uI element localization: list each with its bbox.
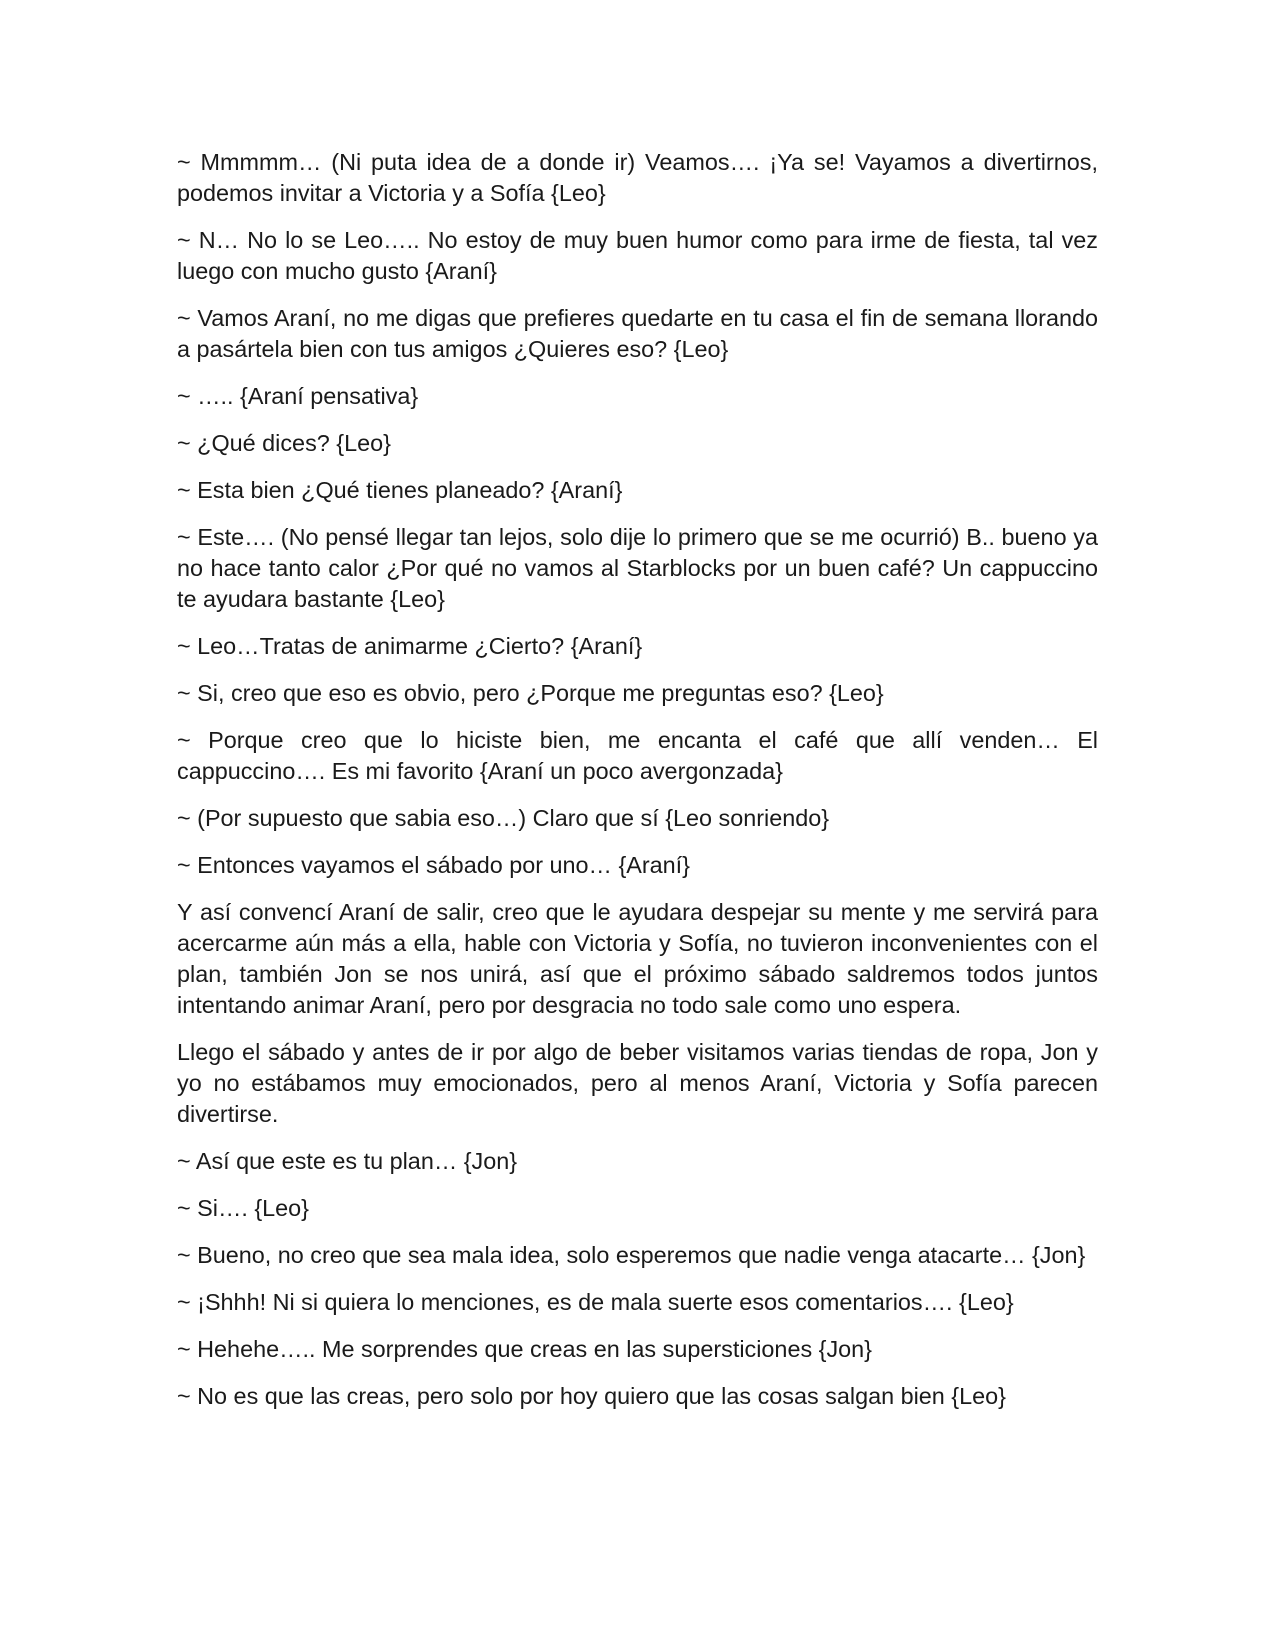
paragraph-14: Llego el sábado y antes de ir por algo de beber visitamos varias tiendas de ropa, Jon y yo no estábamos muy emocionados, pero al menos Araní, Victoria y Sofía parecen divertirse. xyxy=(177,1039,1098,1127)
document-page xyxy=(177,147,1098,1428)
paragraph-7: ~ Este…. (No pensé llegar tan lejos, solo dije lo primero que se me ocurrió) B.. bueno ya no hace tanto calor ¿Por qué no vamos al Starblocks por un buen café? Un cappuccino te ayudara bastante {Leo} xyxy=(177,524,1098,612)
paragraph-17: ~ Bueno, no creo que sea mala idea, solo esperemos que nadie venga atacarte… {Jon} xyxy=(177,1242,1086,1268)
paragraph-4: ~ ….. {Araní pensativa} xyxy=(177,383,419,409)
paragraph-12: ~ Entonces vayamos el sábado por uno… {Araní} xyxy=(177,852,690,878)
paragraph-6: ~ Esta bien ¿Qué tienes planeado? {Araní} xyxy=(177,477,623,503)
paragraph-11: ~ (Por supuesto que sabia eso…) Claro que sí {Leo sonriendo} xyxy=(177,805,830,831)
paragraph-5: ~ ¿Qué dices? {Leo} xyxy=(177,430,391,456)
paragraph-19: ~ Hehehe….. Me sorprendes que creas en las supersticiones {Jon} xyxy=(177,1336,872,1362)
paragraph-20: ~ No es que las creas, pero solo por hoy quiero que las cosas salgan bien {Leo} xyxy=(177,1383,1006,1409)
paragraph-1: ~ Mmmmm… (Ni puta idea de a donde ir) Veamos…. ¡Ya se! Vayamos a divertirnos, podemos invitar a Victoria y a Sofía {Leo} xyxy=(177,149,1098,206)
paragraph-9: ~ Si, creo que eso es obvio, pero ¿Porque me preguntas eso? {Leo} xyxy=(177,680,884,706)
paragraph-10: ~ Porque creo que lo hiciste bien, me encanta el café que allí venden… El cappuccino…. Es mi favorito {Araní un poco avergonzada} xyxy=(177,727,1098,784)
paragraph-2: ~ N… No lo se Leo….. No estoy de muy buen humor como para irme de fiesta, tal vez luego con mucho gusto {Araní} xyxy=(177,227,1098,284)
paragraph-13: Y así convencí Araní de salir, creo que le ayudara despejar su mente y me servirá para acercarme aún más a ella, hable con Victoria y Sofía, no tuvieron inconvenientes con el plan, también Jon se nos unirá, así que el próximo sábado saldremos todos juntos intentando animar Araní, pero por desgracia no todo sale como uno espera. xyxy=(177,899,1098,1018)
paragraph-3: ~ Vamos Araní, no me digas que prefieres quedarte en tu casa el fin de semana llorando a pasártela bien con tus amigos ¿Quieres eso? {Leo} xyxy=(177,305,1098,362)
paragraph-16: ~ Si…. {Leo} xyxy=(177,1195,309,1221)
paragraph-18: ~ ¡Shhh! Ni si quiera lo menciones, es de mala suerte esos comentarios…. {Leo} xyxy=(177,1289,1014,1315)
paragraph-8: ~ Leo…Tratas de animarme ¿Cierto? {Araní} xyxy=(177,633,643,659)
paragraph-15: ~ Así que este es tu plan… {Jon} xyxy=(177,1148,518,1174)
